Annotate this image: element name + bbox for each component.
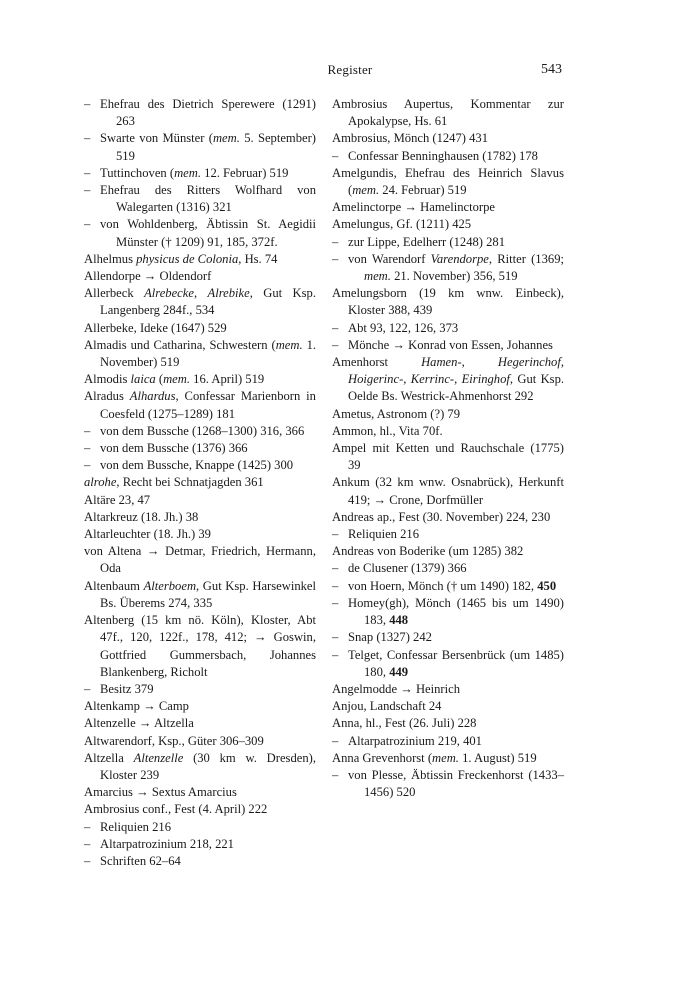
subentry-dash: –: [332, 630, 339, 645]
register-subentry: [84, 681, 316, 698]
entry-text: Ambrosius, Mönch (1247) 431: [332, 131, 489, 146]
entry-text: Altwarendorf, Ksp., Güter 306–309: [84, 733, 264, 748]
register-entry: [332, 423, 564, 440]
entry-text: Amarcius → Sextus Amarcius: [84, 785, 237, 800]
italic-term: mem.: [275, 337, 303, 352]
entry-text: 24. Februar) 519: [379, 183, 467, 198]
subentry-dash: –: [84, 441, 91, 456]
register-subentry: [84, 423, 316, 440]
entry-text: Alradus: [84, 389, 130, 404]
register-subentry: [332, 560, 564, 577]
subentry-dash: –: [84, 853, 91, 868]
register-entry: [332, 543, 564, 560]
subentry-dash: –: [84, 681, 91, 696]
entry-text: Ambrosius Aupertus, Kommentar zur Apokalypse, Hs. 61: [332, 97, 564, 129]
entry-text: von dem Bussche (1268–1300) 316, 366: [100, 423, 305, 438]
entry-text: Altarpatrozinium 219, 401: [348, 733, 482, 748]
register-entry: [332, 750, 564, 767]
subentry-dash: –: [332, 561, 339, 576]
italic-term: Alrebecke: [144, 286, 194, 301]
italic-term: mem.: [352, 183, 380, 198]
register-subentry: [84, 836, 316, 853]
subentry-text: [332, 767, 564, 801]
italic-term: Eiringhof: [461, 372, 510, 387]
italic-term: Kerrinc-: [410, 372, 455, 387]
entry-text: Schriften 62–64: [100, 853, 181, 868]
register-entry: [332, 96, 564, 130]
entry-text: Tuttinchoven (: [100, 165, 175, 180]
entry-text: , Ritter (1369;: [488, 251, 564, 266]
subentry-text: [84, 681, 316, 698]
register-entry: [84, 750, 316, 784]
subentry-dash: –: [84, 97, 91, 111]
subentry-dash: –: [84, 423, 91, 438]
register-entry: [332, 199, 564, 216]
subentry-text: [332, 629, 564, 646]
entry-text: Telget, Confessar Bersenbrück (um 1485) 180,: [348, 647, 564, 679]
entry-text: Ehefrau des Ritters Wolfhard von Walegarten (1316) 321: [100, 183, 316, 215]
register-entry: [332, 285, 564, 319]
italic-term: mem.: [212, 131, 240, 146]
register-subentry: [332, 595, 564, 629]
italic-term: Hamen-: [421, 355, 462, 370]
entry-text: Allerbeke, Ideke (1647) 529: [84, 320, 227, 335]
bold-page-ref: 449: [389, 664, 409, 679]
entry-text: von Warendorf: [348, 251, 431, 266]
entry-text: Altarpatrozinium 218, 221: [100, 836, 234, 851]
entry-text: Altäre 23, 47: [84, 492, 151, 507]
entry-text: Snap (1327) 242: [348, 630, 432, 645]
italic-term: mem.: [174, 165, 201, 180]
register-subentry: [84, 853, 316, 870]
italic-term: mem.: [364, 269, 391, 284]
subentry-text: [332, 595, 564, 629]
page-number: 543: [541, 62, 562, 77]
subentry-text: [84, 819, 316, 836]
entry-text: Ampel mit Ketten und Rauchschale (1775) 39: [332, 441, 564, 473]
entry-text: (30 km w. Dresden), Kloster 239: [100, 750, 316, 782]
entry-text: Anna, hl., Fest (26. Juli) 228: [332, 716, 477, 731]
subentry-text: [84, 96, 316, 130]
entry-text: 1. November) 519: [100, 337, 317, 370]
italic-term: Alhardus: [129, 389, 176, 404]
entry-text: von Wohldenberg, Äbtissin St. Aegidii Münster († 1209) 91, 185, 372f.: [100, 217, 316, 249]
entry-text: Altenkamp → Camp: [84, 699, 189, 714]
subentry-dash: –: [332, 595, 339, 610]
entry-text: Anjou, Landschaft 24: [332, 699, 442, 714]
entry-text: ,: [454, 372, 462, 387]
italic-term: Alterboem: [143, 578, 197, 593]
entry-text: (: [155, 372, 164, 387]
subentry-dash: –: [84, 819, 91, 834]
entry-text: Amelinctorpe → Hamelinctorpe: [332, 200, 495, 215]
entry-text: Altenzelle → Altzella: [84, 716, 194, 731]
subentry-text: [84, 440, 316, 457]
register-subentry: [84, 182, 316, 216]
subentry-dash: –: [332, 234, 339, 249]
register-entry: [332, 216, 564, 233]
entry-text: Altzella: [84, 750, 134, 765]
register-entry: [84, 801, 316, 818]
italic-term: Varendorpe: [430, 251, 489, 266]
register-subentry: [332, 629, 564, 646]
subentry-text: [84, 130, 316, 164]
subentry-text: [332, 560, 564, 577]
bold-page-ref: 450: [537, 578, 557, 593]
register-entry: [84, 543, 316, 577]
entry-text: Allendorpe → Oldendorf: [84, 269, 212, 284]
subentry-text: [332, 251, 564, 285]
register-subentry: [84, 819, 316, 836]
entry-text: Homey(gh), Mönch (1465 bis um 1490) 183,: [348, 595, 564, 628]
entry-text: Ametus, Astronom (?) 79: [332, 406, 461, 421]
entry-text: Reliquien 216: [100, 819, 172, 834]
register-subentry: [332, 578, 564, 595]
italic-term: laica: [130, 372, 156, 387]
subentry-text: [84, 457, 316, 474]
subentry-text: [332, 647, 564, 681]
register-subentry: [332, 526, 564, 543]
register-entry: [84, 526, 316, 543]
italic-term: alrohe: [84, 475, 117, 490]
register-entry: [332, 698, 564, 715]
subentry-dash: –: [84, 165, 91, 180]
entry-text: Besitz 379: [100, 681, 154, 696]
register-entry: [84, 733, 316, 750]
entry-text: Ehefrau des Dietrich Sperewere (1291) 263: [100, 97, 316, 129]
subentry-text: [84, 836, 316, 853]
subentry-text: [84, 165, 316, 182]
subentry-dash: –: [332, 767, 339, 782]
register-subentry: [332, 337, 564, 354]
register-subentry: [332, 733, 564, 750]
register-entry: [332, 509, 564, 526]
entry-text: zur Lippe, Edelherr (1248) 281: [348, 234, 506, 249]
subentry-dash: –: [332, 320, 339, 335]
entry-text: von dem Bussche (1376) 366: [100, 441, 248, 456]
subentry-dash: –: [84, 458, 91, 473]
register-subentry: [332, 767, 564, 801]
entry-text: Mönche → Konrad von Essen, Johannes: [348, 337, 553, 352]
subentry-text: [84, 216, 316, 250]
entry-text: Ambrosius conf., Fest (4. April) 222: [84, 802, 268, 817]
register-entry: [84, 698, 316, 715]
entry-text: Allerbeck: [84, 286, 145, 301]
register-entry: [84, 784, 316, 801]
entry-text: Ammon, hl., Vita 70f.: [332, 423, 443, 438]
subentry-text: [332, 733, 564, 750]
entry-text: 12. Februar) 519: [201, 165, 289, 180]
subentry-text: [332, 234, 564, 251]
entry-text: 1. August) 519: [458, 750, 537, 765]
register-entry: [332, 165, 564, 199]
entry-text: Amelgundis, Ehefrau des Heinrich Slavus (: [332, 165, 564, 198]
entry-text: von dem Bussche, Knappe (1425) 300: [100, 458, 294, 473]
entry-text: Abt 93, 122, 126, 373: [348, 320, 459, 335]
register-entry: [84, 474, 316, 491]
entry-text: Amelungus, Gf. (1211) 425: [332, 217, 472, 232]
subentry-dash: –: [332, 733, 339, 748]
register-subentry: [332, 251, 564, 285]
entry-text: , Hs. 74: [238, 251, 278, 266]
entry-text: , Gut Ksp. Oelde Bs. Westrick-Ahmenhorst 292: [348, 372, 565, 404]
entry-text: Amenhorst: [332, 355, 422, 370]
entry-text: ,: [461, 355, 498, 370]
register-subentry: [332, 320, 564, 337]
entry-text: Confessar Benninghausen (1782) 178: [348, 148, 538, 163]
entry-text: ,: [193, 286, 208, 301]
register-entry: [332, 681, 564, 698]
entry-text: von Hoern, Mönch († um 1490) 182,: [348, 578, 538, 593]
register-column-right: [332, 96, 564, 801]
subentry-dash: –: [84, 217, 91, 232]
entry-text: Alhelmus: [84, 251, 137, 266]
register-entry: [332, 406, 564, 423]
register-entry: [84, 285, 316, 319]
subentry-dash: –: [332, 337, 339, 352]
entry-text: Andreas ap., Fest (30. November) 224, 230: [332, 509, 551, 524]
register-subentry: [332, 148, 564, 165]
running-header-title: Register: [327, 62, 373, 77]
entry-text: , Gut Ksp. Harsewinkel Bs. Überems 274, 335: [100, 578, 317, 610]
subentry-dash: –: [84, 183, 91, 198]
italic-term: Hegerinchof: [497, 355, 561, 370]
register-subentry: [84, 165, 316, 182]
entry-text: de Clusener (1379) 366: [348, 561, 467, 576]
entry-text: ,: [560, 355, 564, 370]
subentry-text: [332, 526, 564, 543]
entry-text: Swarte von Münster (: [100, 131, 213, 146]
subentry-dash: –: [332, 251, 339, 266]
subentry-dash: –: [84, 131, 91, 146]
register-subentry: [84, 96, 316, 130]
subentry-text: [332, 320, 564, 337]
register-entry: [84, 337, 316, 371]
register-entry: [84, 268, 316, 285]
entry-text: von Altena → Detmar, Friedrich, Hermann, Oda: [84, 544, 316, 576]
register-entry: [84, 509, 316, 526]
register-entry: [332, 474, 564, 508]
register-entry: [84, 715, 316, 732]
italic-term: Alrebike: [207, 286, 250, 301]
register-subentry: [332, 647, 564, 681]
italic-term: physicus de Colonia: [136, 251, 239, 266]
register-subentry: [84, 440, 316, 457]
subentry-text: [84, 423, 316, 440]
entry-text: , Gut Ksp. Langenberg 284f., 534: [100, 286, 316, 318]
register-column-left: [84, 96, 316, 870]
italic-term: Hoigerinc-: [348, 372, 404, 387]
register-entry: [332, 715, 564, 732]
italic-term: mem.: [432, 750, 459, 765]
entry-text: Andreas von Boderike (um 1285) 382: [332, 544, 524, 559]
subentry-text: [332, 337, 564, 354]
entry-text: 5. September) 519: [116, 131, 316, 163]
entry-text: Anna Grevenhorst (: [332, 750, 433, 765]
subentry-text: [84, 182, 316, 216]
entry-text: Amelungsborn (19 km wnw. Einbeck), Kloster 388, 439: [332, 286, 564, 318]
entry-text: , Confessar Marienborn in Coesfeld (1275–1289) 181: [100, 389, 316, 421]
italic-term: Altenzelle: [133, 750, 184, 765]
entry-text: Almadis und Catharina, Schwestern (: [84, 337, 276, 352]
entry-text: Altarkreuz (18. Jh.) 38: [84, 509, 199, 524]
register-entry: [84, 492, 316, 509]
entry-text: Ankum (32 km wnw. Osnabrück), Herkunft 419; → Crone, Dorfmüller: [332, 475, 564, 507]
register-entry: [84, 612, 316, 681]
italic-term: mem.: [163, 372, 191, 387]
register-entry: [84, 320, 316, 337]
entry-text: , Recht bei Schnatjagden 361: [116, 475, 264, 490]
entry-text: Almodis: [84, 372, 131, 387]
subentry-dash: –: [332, 578, 339, 593]
entry-text: Altenbaum: [84, 578, 144, 593]
register-entry: [332, 130, 564, 147]
subentry-dash: –: [332, 647, 339, 662]
register-entry: [332, 354, 564, 406]
register-subentry: [84, 130, 316, 164]
subentry-text: [332, 578, 564, 595]
subentry-text: [332, 148, 564, 165]
register-entry: [84, 388, 316, 422]
register-subentry: [84, 216, 316, 250]
entry-text: Altenberg (15 km nö. Köln), Kloster, Abt 47f., 120, 122f., 178, 412; → Goswin, Gottfried Gummersbach, Johannes Blankenberg, Richolt: [84, 613, 316, 679]
entry-text: 21. November) 356, 519: [390, 269, 518, 284]
register-entry: [84, 578, 316, 612]
entry-text: von Plesse, Äbtissin Freckenhorst (1433–1456) 520: [348, 767, 564, 800]
register-subentry: [332, 234, 564, 251]
entry-text: Reliquien 216: [348, 527, 420, 542]
register-entry: [332, 440, 564, 474]
entry-text: Altarleuchter (18. Jh.) 39: [84, 527, 211, 542]
subentry-dash: –: [332, 527, 339, 542]
entry-text: 16. April) 519: [190, 372, 265, 387]
register-subentry: [84, 457, 316, 474]
subentry-dash: –: [84, 836, 91, 851]
bold-page-ref: 448: [389, 613, 409, 628]
entry-text: Angelmodde → Heinrich: [332, 681, 461, 696]
subentry-text: [84, 853, 316, 870]
register-entry: [84, 371, 316, 388]
subentry-dash: –: [332, 148, 339, 163]
entry-text: ,: [403, 372, 411, 387]
register-entry: [84, 251, 316, 268]
